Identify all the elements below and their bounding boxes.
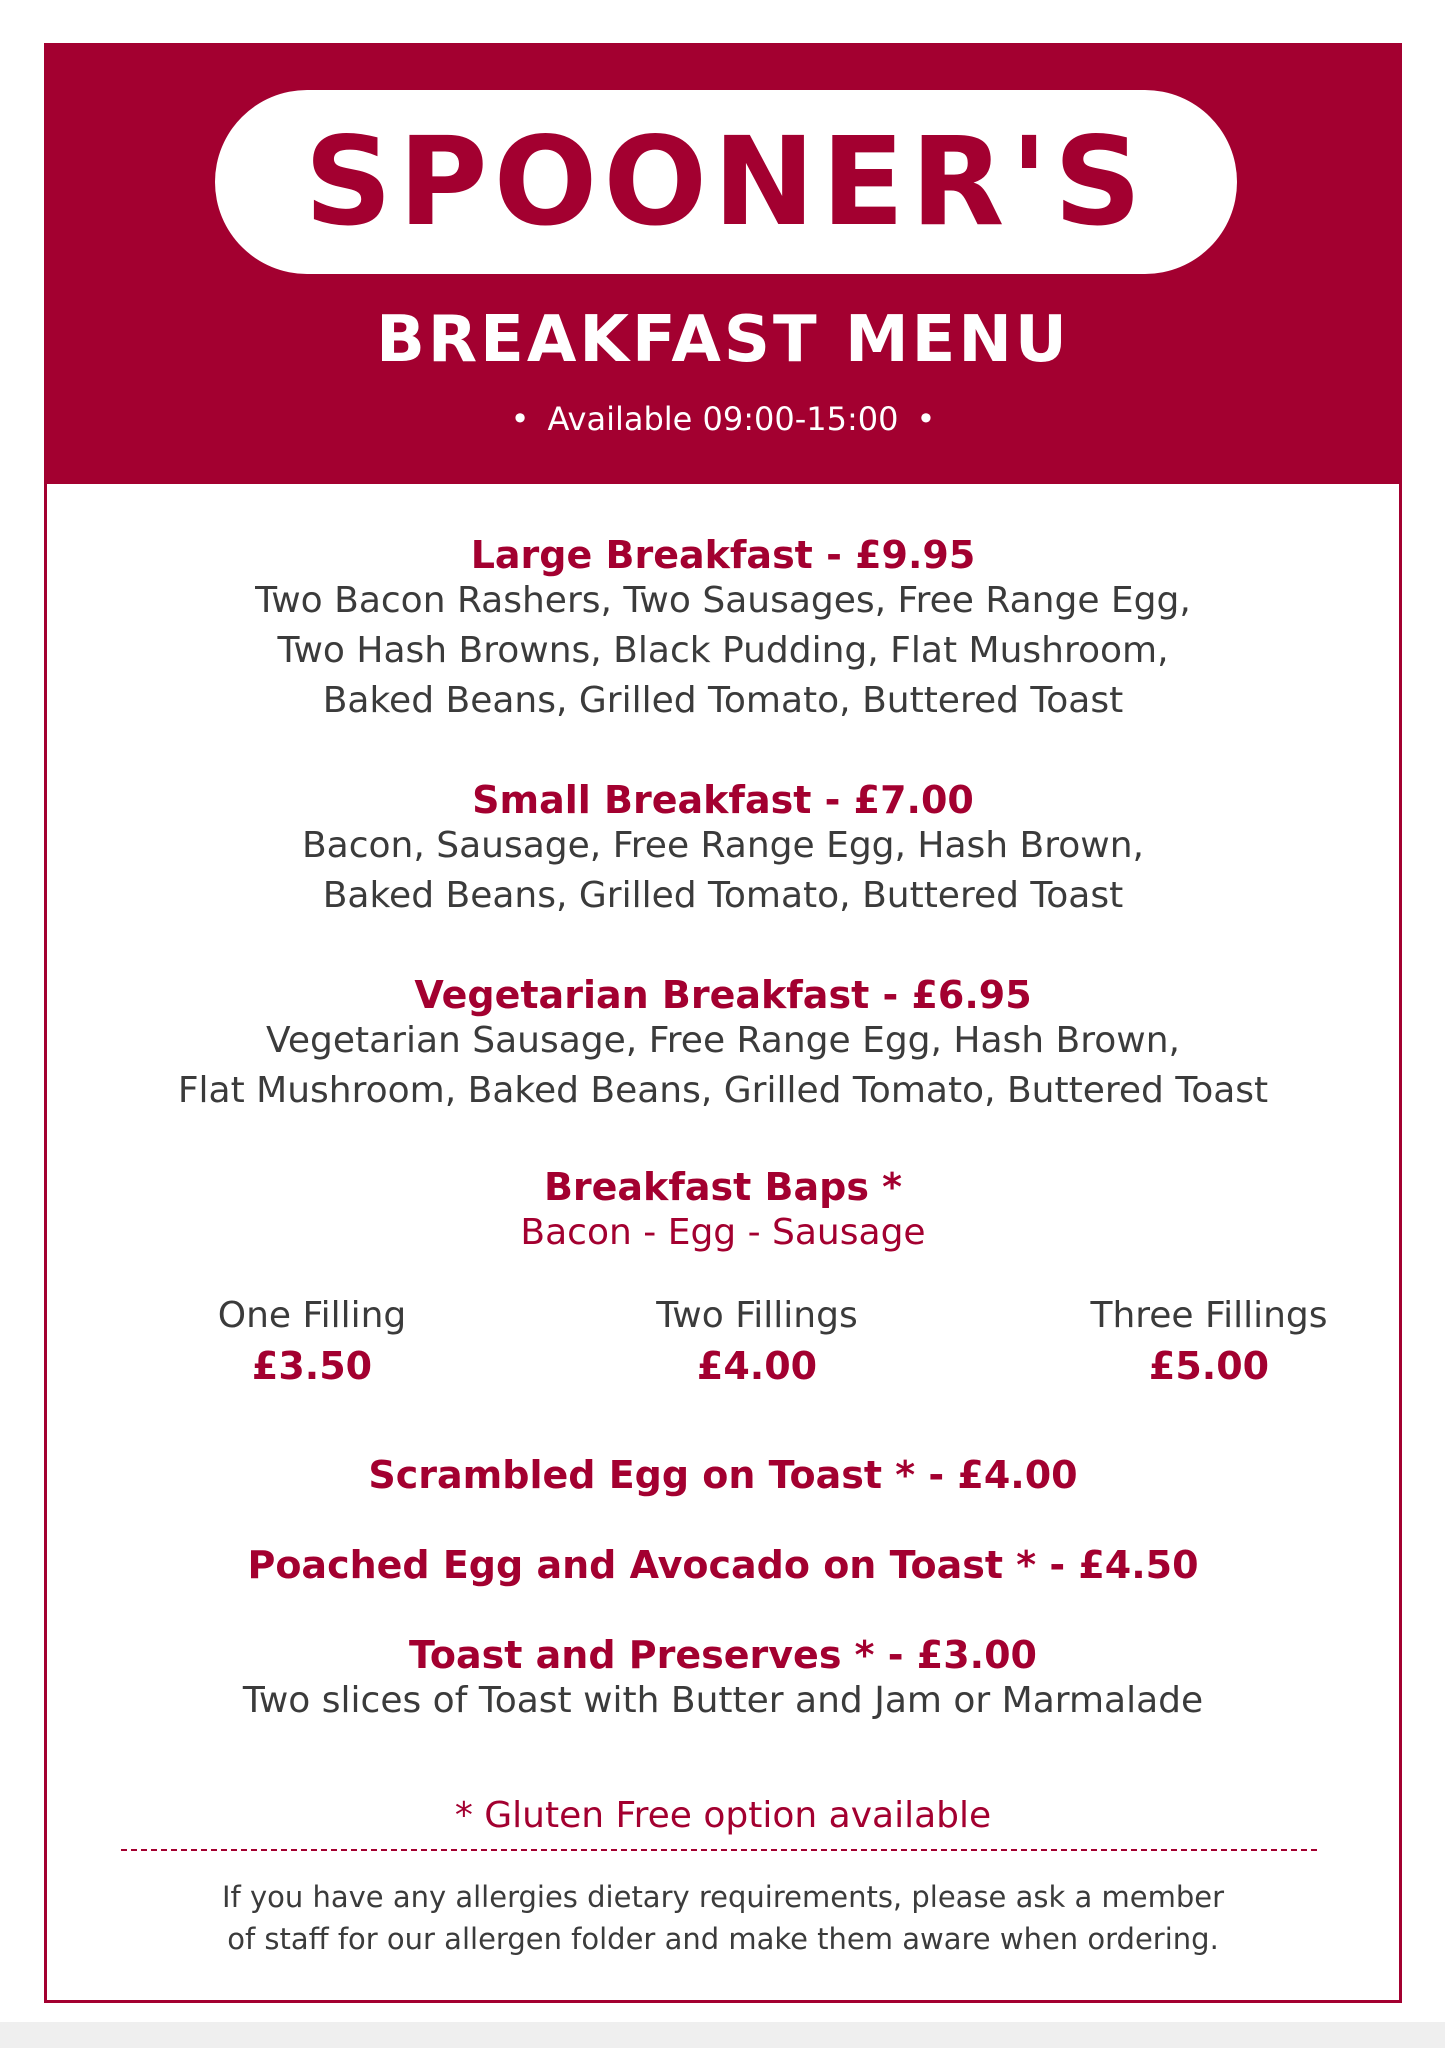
description-line: Baked Beans, Grilled Tomato, Buttered Toast [322, 680, 1124, 721]
allergy-notice [47, 1876, 1399, 1960]
filling-price: £4.00 [696, 1344, 818, 1388]
filling-label: Two Fillings [656, 1295, 858, 1336]
filling-label: Three Fillings [1090, 1295, 1328, 1336]
small-breakfast-title: Small Breakfast - £7.00 [472, 778, 974, 822]
large-breakfast-title: Large Breakfast - £9.95 [470, 533, 976, 577]
filling-option-three [1019, 1291, 1399, 1391]
logo-pill [215, 90, 1237, 274]
dashed-divider [121, 1849, 1317, 1851]
toast-preserves-description [47, 1676, 1399, 1726]
description-line: Two slices of Toast with Butter and Jam or Marmalade [242, 1680, 1204, 1721]
filling-price: £5.00 [1148, 1344, 1270, 1388]
description-line: Two Bacon Rashers, Two Sausages, Free Range Egg, [255, 580, 1191, 621]
vegetarian-breakfast-title: Vegetarian Breakfast - £6.95 [414, 973, 1032, 1017]
description-line: Vegetarian Sausage, Free Range Egg, Hash Brown, [265, 1020, 1180, 1061]
page-bottom-strip [0, 2022, 1445, 2048]
filling-label: One Filling [217, 1295, 407, 1336]
description-line: Two Hash Browns, Black Pudding, Flat Mushroom, [277, 630, 1169, 671]
bullet-icon: • [510, 400, 530, 438]
allergy-line: of staff for our allergen folder and make them aware when ordering. [227, 1922, 1219, 1956]
menu-header [47, 46, 1399, 484]
scrambled-egg-title: Scrambled Egg on Toast * - £4.00 [368, 1453, 1078, 1497]
breakfast-baps-title: Breakfast Baps * [543, 1165, 903, 1209]
poached-egg-title: Poached Egg and Avocado on Toast * - £4.50 [247, 1543, 1199, 1587]
small-breakfast-description [47, 821, 1399, 921]
baps-fillings [47, 1291, 1399, 1411]
bullet-icon: • [916, 400, 936, 438]
menu-title: BREAKFAST MENU [376, 303, 1070, 377]
availability-text: Available 09:00-15:00 [547, 400, 899, 438]
allergy-line: If you have any allergies dietary requirements, please ask a member [221, 1880, 1225, 1914]
large-breakfast-description [47, 576, 1399, 726]
menu-frame [44, 43, 1402, 2003]
toast-preserves-title: Toast and Preserves * - £3.00 [409, 1633, 1037, 1677]
restaurant-logo: SPOONER'S [304, 111, 1148, 253]
description-line: Bacon, Sausage, Free Range Egg, Hash Brown, [301, 825, 1144, 866]
vegetarian-breakfast-description [47, 1016, 1399, 1116]
breakfast-baps-options: Bacon - Egg - Sausage [520, 1212, 926, 1253]
description-line: Flat Mushroom, Baked Beans, Grilled Tomato, Buttered Toast [177, 1070, 1269, 1111]
filling-price: £3.50 [251, 1344, 373, 1388]
availability-line [47, 400, 1399, 438]
gluten-free-note: * Gluten Free option available [454, 1795, 992, 1836]
filling-option-one [122, 1291, 502, 1391]
filling-option-two [567, 1291, 947, 1391]
description-line: Baked Beans, Grilled Tomato, Buttered Toast [322, 875, 1124, 916]
